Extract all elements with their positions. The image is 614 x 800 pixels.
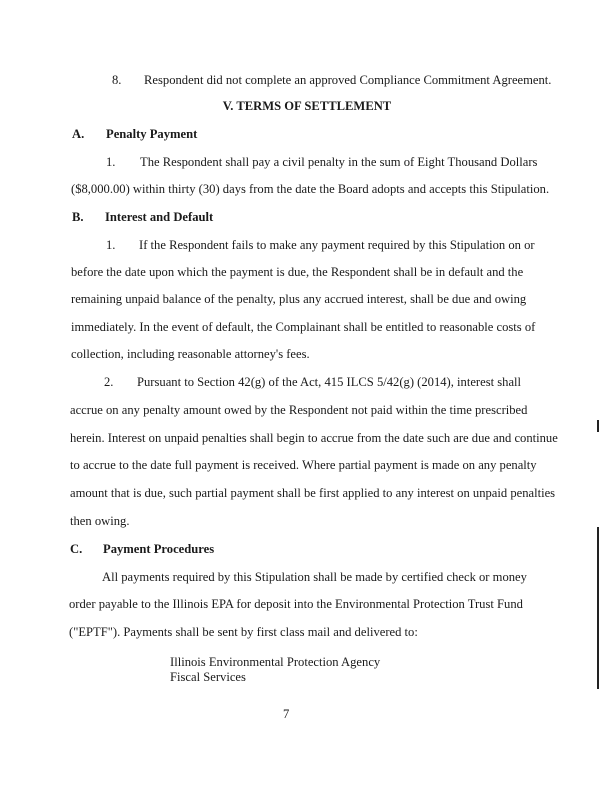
- section-a-title: Penalty Payment: [106, 127, 198, 141]
- section-c-title: Payment Procedures: [103, 542, 215, 556]
- b2-line: then owing.: [70, 514, 130, 528]
- a1-number: 1.: [106, 155, 116, 169]
- b2-line: accrue on any penalty amount owed by the Respondent not paid within the time prescribed: [70, 403, 528, 417]
- a1-line: ($8,000.00) within thirty (30) days from the date the Board adopts and accepts this Stipulation.: [71, 182, 550, 196]
- b2-line: herein. Interest on unpaid penalties shall begin to accrue from the date such are due and continue: [70, 431, 558, 445]
- c-line: order payable to the Illinois EPA for deposit into the Environmental Protection Trust Fund: [69, 597, 523, 611]
- b1-line: collection, including reasonable attorney's fees.: [71, 347, 310, 361]
- address-line: Fiscal Services: [170, 670, 246, 684]
- b1-line: If the Respondent fails to make any payment required by this Stipulation on or: [139, 238, 535, 252]
- section-a-letter: A.: [72, 127, 85, 141]
- item-8-text: Respondent did not complete an approved Compliance Commitment Agreement.: [144, 73, 552, 87]
- section-title: V. TERMS OF SETTLEMENT: [222, 99, 392, 113]
- c-line: ("EPTF"). Payments shall be sent by first class mail and delivered to:: [69, 625, 418, 639]
- section-b-title: Interest and Default: [105, 210, 214, 224]
- b2-line: Pursuant to Section 42(g) of the Act, 415 ILCS 5/42(g) (2014), interest shall: [137, 375, 522, 389]
- b1-number: 1.: [106, 238, 116, 252]
- page-number: 7: [283, 707, 290, 721]
- item-8-number: 8.: [112, 73, 122, 87]
- a1-line: The Respondent shall pay a civil penalty in the sum of Eight Thousand Dollars: [140, 155, 538, 169]
- b2-line: amount that is due, such partial payment shall be first applied to any interest on unpaid penalties: [70, 486, 556, 500]
- scan-edge-mark: [597, 420, 599, 432]
- b2-number: 2.: [104, 375, 114, 389]
- section-c-letter: C.: [70, 542, 83, 556]
- section-b-letter: B.: [72, 210, 84, 224]
- scan-edge-mark: [597, 527, 599, 689]
- b2-line: to accrue to the date full payment is received. Where partial payment is made on any penalty: [70, 458, 537, 472]
- b1-line: immediately. In the event of default, the Complainant shall be entitled to reasonable costs of: [71, 320, 536, 334]
- b1-line: before the date upon which the payment is due, the Respondent shall be in default and the: [71, 265, 524, 279]
- c-line: All payments required by this Stipulation shall be made by certified check or money: [102, 570, 527, 584]
- address-line: Illinois Environmental Protection Agency: [170, 655, 381, 669]
- b1-line: remaining unpaid balance of the penalty, plus any accrued interest, shall be due and owing: [71, 292, 527, 306]
